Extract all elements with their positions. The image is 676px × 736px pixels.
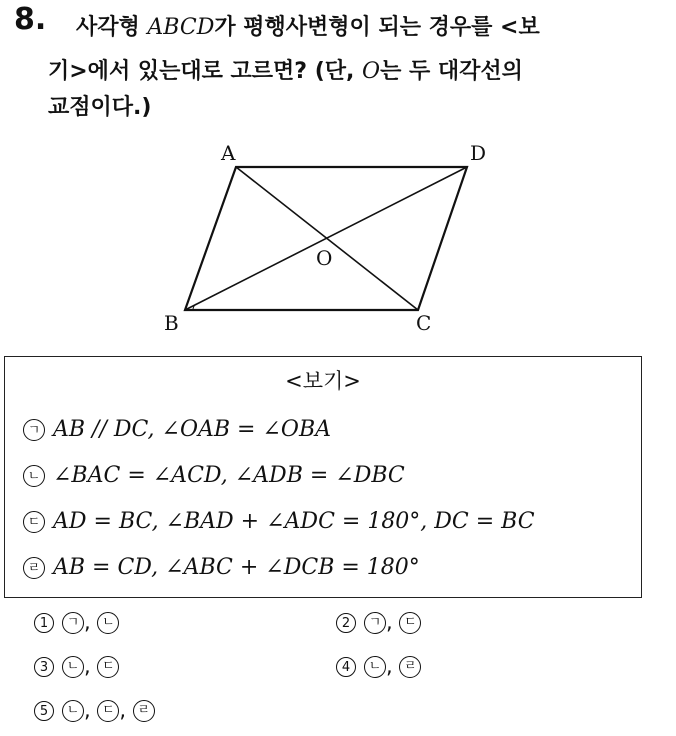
choice-4[interactable]: 4 ㄴ , ㄹ <box>336 654 421 678</box>
parallelogram-figure <box>0 0 676 356</box>
bogi-box <box>4 356 642 598</box>
choice-2[interactable]: 2 ㄱ , ㄷ <box>336 610 421 634</box>
choice-3-number: 3 <box>34 657 54 677</box>
quadrilateral-name: ABCD <box>147 15 215 40</box>
choice-3[interactable]: 3 ㄴ , ㄷ <box>34 654 119 678</box>
question-number: 8. <box>14 2 47 37</box>
point-o-name: O <box>362 59 381 84</box>
marker-digeut: ㄷ <box>23 511 45 533</box>
angle-mark-b <box>193 304 196 309</box>
bogi-item-3 <box>23 509 535 534</box>
choice-1-number: 1 <box>34 613 54 633</box>
bogi-item-2-text: ∠BAC = ∠ACD, ∠ADB = ∠DBC <box>53 463 405 488</box>
marker-giyeok: ㄱ <box>23 419 45 441</box>
bogi-item-1-text: AB // DC, ∠OAB = ∠OBA <box>53 417 332 442</box>
choice-2-number: 2 <box>336 613 356 633</box>
bogi-item-4 <box>23 555 420 580</box>
bogi-item-4-text: AB = CD, ∠ABC + ∠DCB = 180° <box>53 555 420 580</box>
point-o-label: O <box>316 246 333 270</box>
vertex-c-label: C <box>416 311 432 335</box>
question-line-3: 교점이다.) <box>48 95 152 120</box>
question-line-1: 사각형 ABCD가 평행사변형이 되는 경우를 <보 <box>76 15 540 40</box>
choice-5[interactable]: 5 ㄴ , ㄷ , ㄹ <box>34 698 155 722</box>
bogi-item-2 <box>23 463 405 488</box>
choice-4-number: 4 <box>336 657 356 677</box>
choice-5-number: 5 <box>34 701 54 721</box>
vertex-a-label: A <box>221 141 236 165</box>
marker-rieul: ㄹ <box>23 557 45 579</box>
marker-nieun: ㄴ <box>23 465 45 487</box>
bogi-item-3-text: AD = BC, ∠BAD + ∠ADC = 180°, DC = BC <box>53 509 535 534</box>
vertex-b-label: B <box>164 311 179 335</box>
question-line-2: 기>에서 있는대로 고르면? (단, O는 두 대각선의 <box>48 59 523 84</box>
vertex-d-label: D <box>470 141 487 165</box>
bogi-item-1 <box>23 417 331 442</box>
bogi-title: <보기> <box>285 369 361 393</box>
choice-1[interactable]: 1 ㄱ , ㄴ <box>34 610 119 634</box>
